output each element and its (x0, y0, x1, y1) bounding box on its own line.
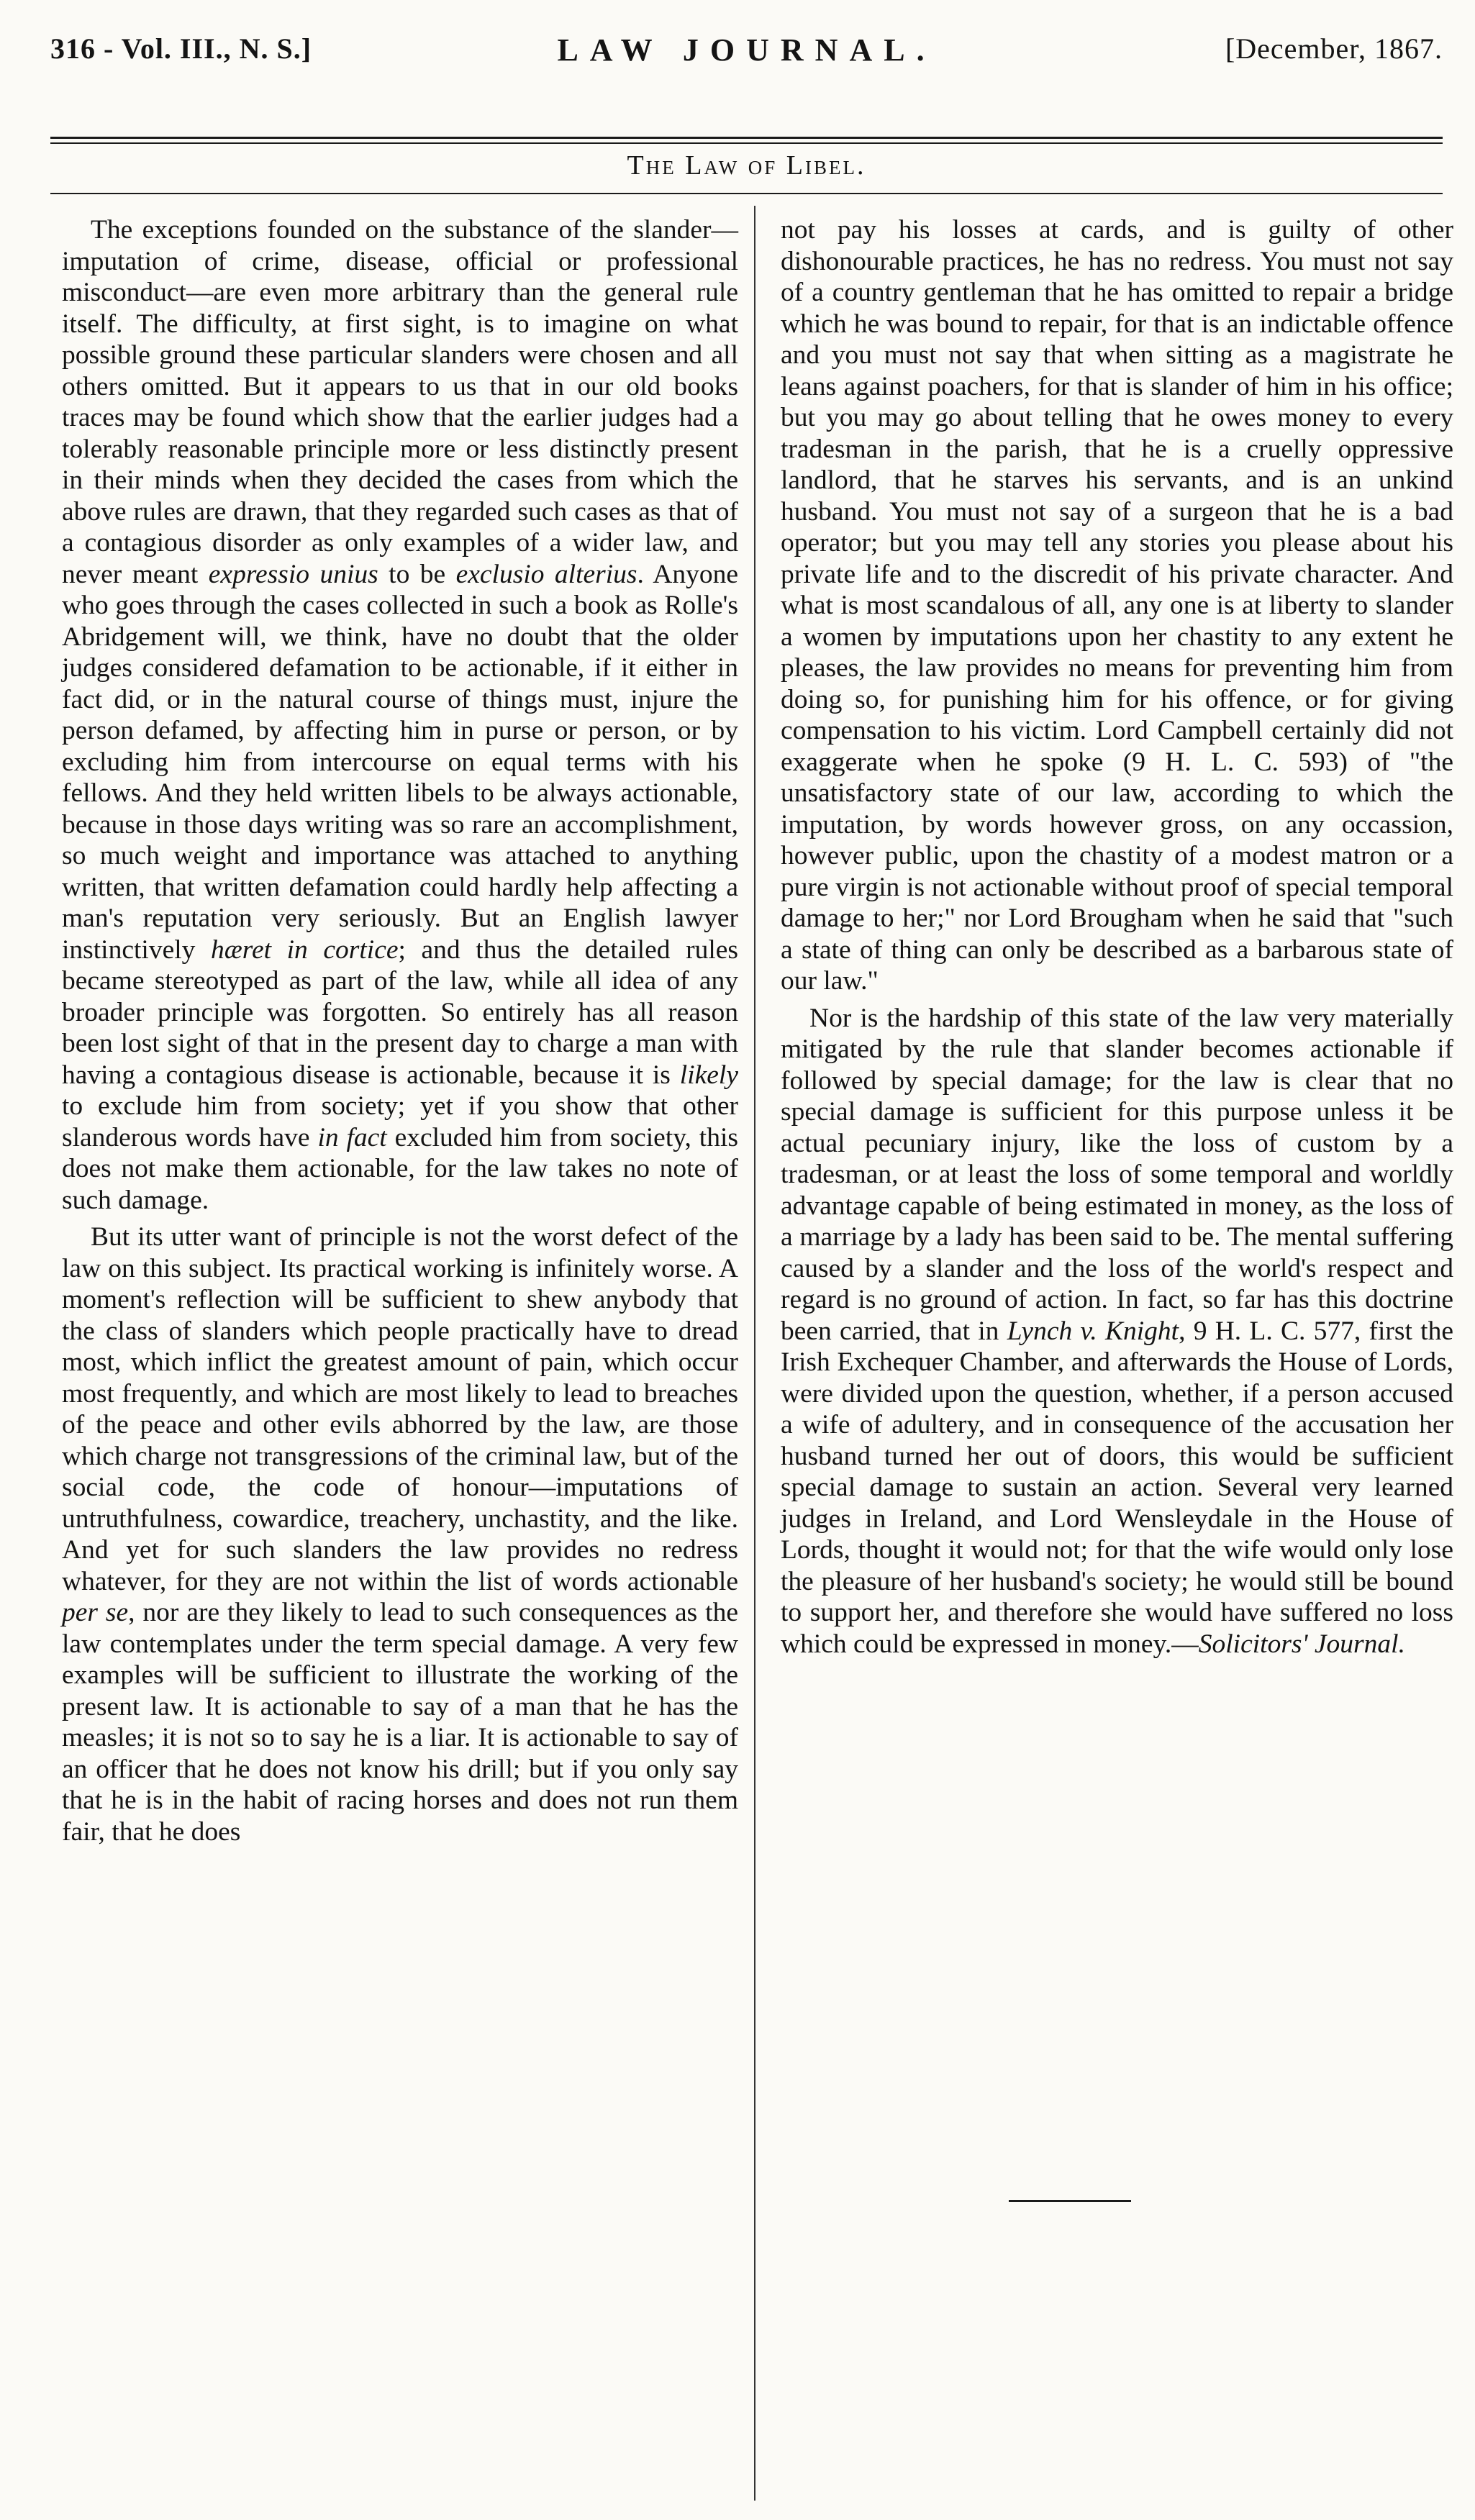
paragraph: But its utter want of principle is not the worst defect of the law on this subject. Its practical working is infinitely worse. A moment's reflection will be sufficient to shew anybody that the class of slanders which people practically have to dread most, which inflict the greatest amount of pain, which occur most frequently, and which are most likely to lead to breaches of the peace and other evils abhorred by the law, are those which charge not transgressions of the criminal law, but of the social code, the code of honour—imputations of untruthfulness, cowardice, treachery, unchastity, and the like. And yet for such slanders the law provides no redress whatever, for they are not within the list of words actionable per se, nor are they likely to lead to such consequences as the law contemplates under the term special damage. A very few examples will be sufficient to illustrate the working of the present law. It is actionable to say of a man that he has the measles; it is not so to say he is a liar. It is actionable to say of an officer that he does not know his drill; but if you only say that he is in the habit of racing horses and does not run them fair, that he does (62, 1222, 738, 1847)
column-divider (754, 206, 755, 2501)
italic-text: Lynch v. Knight (1007, 1316, 1179, 1346)
journal-title: LAW JOURNAL. (557, 32, 936, 68)
italic-text: in fact (317, 1122, 387, 1152)
italic-text: per se (62, 1598, 129, 1627)
issue-date: [December, 1867. (1225, 32, 1443, 65)
italic-text: Solicitors' Journal. (1198, 1629, 1405, 1659)
header-rule-top (50, 137, 1443, 139)
article-title: The Law of Libel. (627, 150, 866, 181)
italic-text: likely (679, 1060, 738, 1090)
title-rule (50, 193, 1443, 194)
italic-text: hæret in cortice (211, 934, 399, 965)
paragraph: Nor is the hardship of this state of the law very materially mitigated by the rule that slander becomes actionable if followed by special damage; for the law is clear that no special damage is sufficient for this purpose unless it be actual pecuniary injury, like the loss of custom by a tradesman, or at least the loss of some temporal and worldly advantage capable of being estimated in money, as the loss of a marriage by a lady has been said to be. The mental suffering caused by a slander and the loss of the world's respect and regard is no ground of action. In fact, so far has this doctrine been carried, that in Lynch v. Knight, 9 H. L. C. 577, first the Irish Exchequer Chamber, and afterwards the House of Lords, were divided upon the question, whether, if a person accused a wife of adultery, and in consequence of the accusation her husband turned her out of doors, this would be sufficient special damage to sustain an action. Several very learned judges in Ireland, and Lord Wensleydale in the House of Lords, thought it would not; for that the wife would only lose the pleasure of her husband's society; he would still be bound to support her, and therefore she would have suffered no loss which could be expressed in money.—Solicitors' Journal. (781, 1003, 1453, 1659)
header-rule-bottom (50, 142, 1443, 144)
paragraph: The exceptions founded on the substance of the slander—imputation of crime, disease, official or professional misconduct—are even more arbitrary than the general rule itself. The difficulty, at first sight, is to imagine on what possible ground these particular slanders were chosen and all others omitted. But it appears to us that in our old books traces may be found which show that the earlier judges had a tolerably reasonable principle more or less distinctly present in their minds when they decided the cases from which the above rules are drawn, that they regarded such cases as that of a contagious disorder as only examples of a wider law, and never meant expressio unius to be exclusio alterius. Anyone who goes through the cases collected in such a book as Rolle's Abridgement will, we think, have no doubt that the older judges considered defamation to be actionable, if it either in fact did, or in the natural course of things must, injure the person defamed, by affecting him in purse or person, or by excluding him from intercourse on equal terms with his fellows. And they held written libels to be always actionable, because in those days writing was so rare an accomplishment, so much weight and importance was attached to anything written, that written defamation could hardly help affecting a man's reputation very seriously. But an English lawyer instinctively hæret in cortice; and thus the detailed rules became stereotyped as part of the law, while all idea of any broader principle was forgotten. So entirely has all reason been lost sight of that in the present day to charge a man with having a contagious disease is actionable, because it is likely to exclude him from society; yet if you show that other slanderous words have in fact excluded him from society, this does not make them actionable, for the law takes no note of such damage. (62, 215, 738, 1215)
italic-text: exclusio alterius (455, 559, 637, 589)
page-volume: 316 - Vol. III., N. S.] (50, 32, 312, 65)
left-column (62, 214, 738, 1847)
article-end-rule (1009, 2200, 1131, 2202)
paragraph: not pay his losses at cards, and is guilty of other dishonourable practices, he has no redress. You must not say of a country gentleman that he has omitted to repair a bridge which he was bound to repair, for that is an indictable offence and you must not say that when sitting as a magistrate he leans against poachers, for that is slander of him in his office; but you may go about telling that he owes money to every tradesman in the parish, that he is a cruelly oppressive landlord, that he starves his servants, and is an unkind husband. You must not say of a surgeon that he is a bad operator; but you may tell any stories you please about his private life and to the discredit of his private character. And what is most scandalous of all, any one is at liberty to slander a women by imputations upon her chastity to any extent he pleases, the law provides no means for preventing him from doing so, for punishing him for his offence, or for giving compensation to his victim. Lord Campbell certainly did not exaggerate when he spoke (9 H. L. C. 593) of "the unsatisfactory state of our law, according to which the imputation, by words however gross, on any occassion, however public, upon the chastity of a modest matron or a pure virgin is not actionable without proof of special temporal damage to her;" nor Lord Brougham when he said that "such a state of thing can only be described as a barbarous state of our law." (781, 215, 1453, 996)
italic-text: expressio unius (208, 559, 378, 589)
right-column (781, 214, 1453, 1660)
running-head (50, 32, 1443, 82)
